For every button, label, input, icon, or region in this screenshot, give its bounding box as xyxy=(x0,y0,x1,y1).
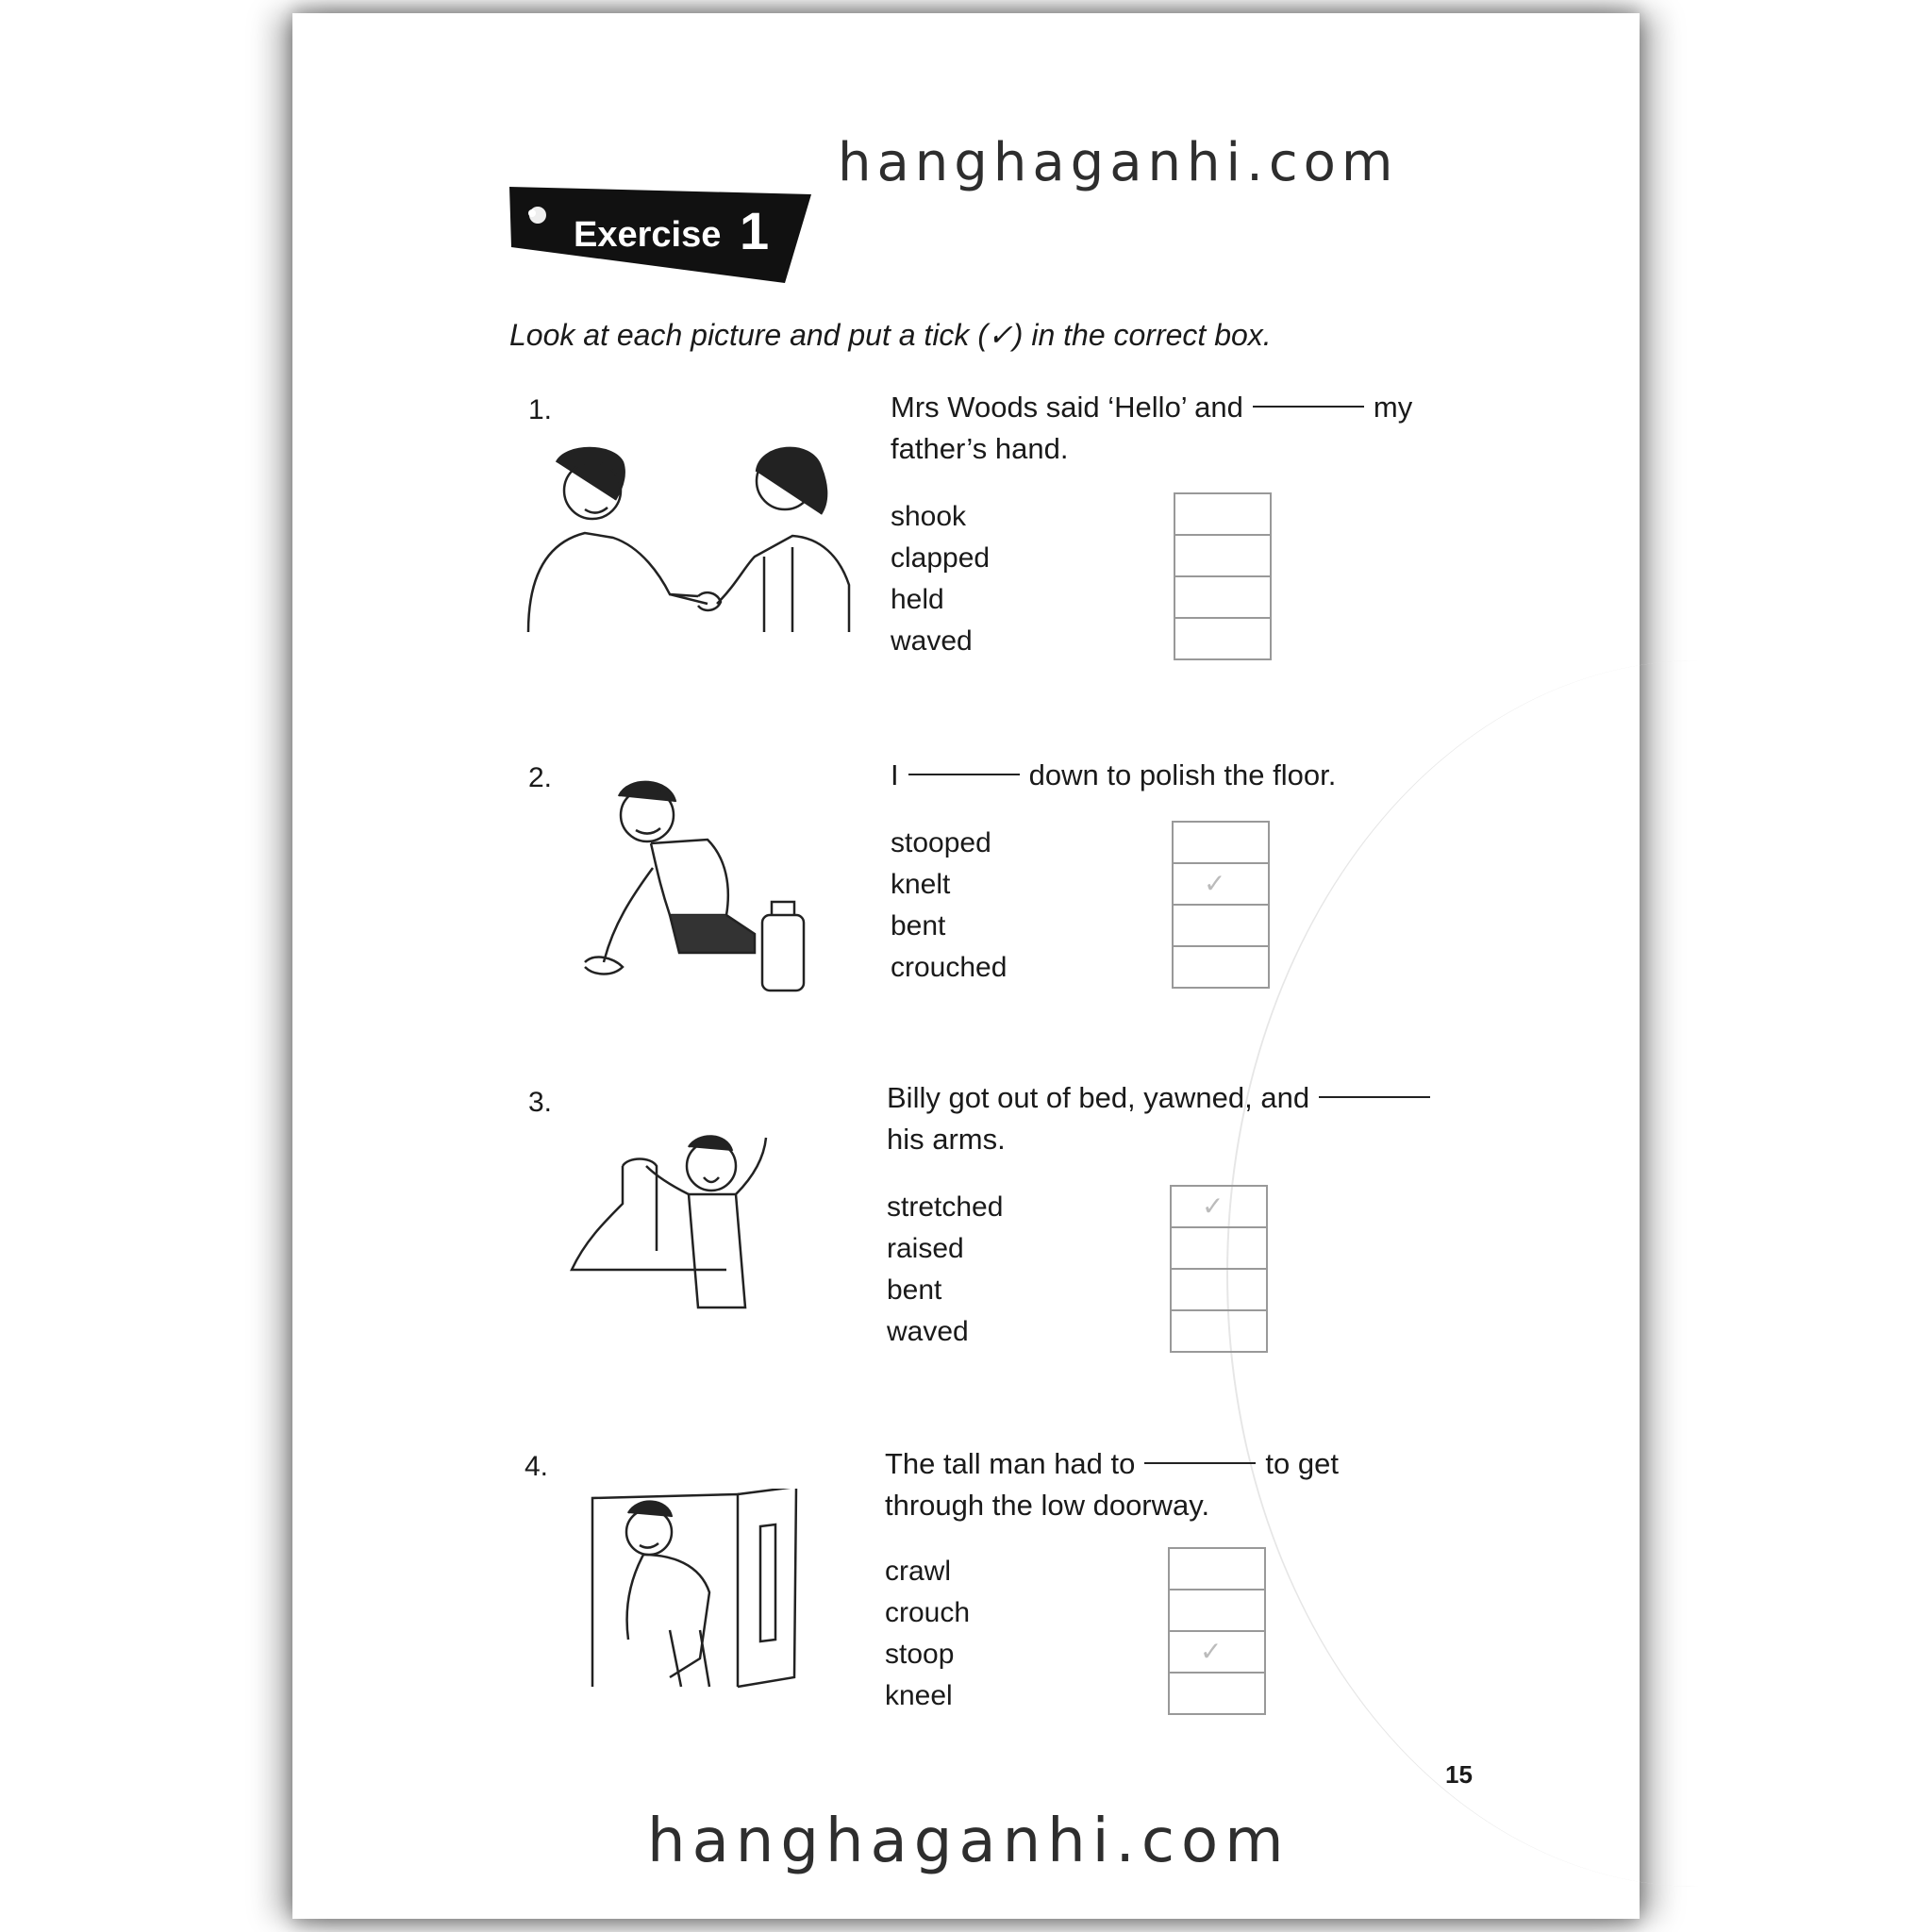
question-3-blank xyxy=(1319,1096,1430,1098)
question-3-boxes xyxy=(1170,1185,1268,1353)
boy-stretching-in-bed-illustration xyxy=(566,1119,821,1331)
question-1-box-1[interactable] xyxy=(1175,494,1270,536)
question-3-box-2[interactable] xyxy=(1172,1228,1266,1270)
exercise-label: Exercise xyxy=(574,215,722,255)
question-1-option-2: clapped xyxy=(891,542,991,574)
question-3-option-4: waved xyxy=(887,1316,969,1347)
question-2-boxes xyxy=(1172,821,1270,989)
question-1-box-3[interactable] xyxy=(1175,577,1270,619)
watermark-top: hanghaganhi.com xyxy=(838,132,1399,193)
question-2-box-3[interactable] xyxy=(1174,906,1268,947)
question-4-boxes xyxy=(1168,1547,1266,1715)
question-3-box-1[interactable] xyxy=(1172,1187,1266,1228)
question-1-option-1: shook xyxy=(891,501,967,532)
question-4-box-1[interactable] xyxy=(1170,1549,1264,1591)
question-1-line2: father’s hand. xyxy=(891,432,1069,465)
question-3-options xyxy=(887,1187,1003,1353)
page-number: 15 xyxy=(1445,1760,1473,1789)
question-4-option-1: crawl xyxy=(885,1556,952,1587)
question-2-option-1: stooped xyxy=(891,827,991,858)
question-4-box-3[interactable] xyxy=(1170,1632,1264,1674)
question-1-text-before: Mrs Woods said ‘Hello’ and xyxy=(891,391,1243,424)
question-2-text-after: down to polish the floor. xyxy=(1028,758,1337,791)
man-stooping-doorway-illustration xyxy=(587,1489,804,1701)
question-4-box-2[interactable] xyxy=(1170,1591,1264,1632)
question-1-text-after: my xyxy=(1373,391,1413,424)
question-4-options xyxy=(885,1551,970,1717)
exercise-banner xyxy=(509,187,813,289)
checkmark-icon: ✓ xyxy=(1200,1637,1223,1666)
question-2-box-1[interactable] xyxy=(1174,823,1268,864)
question-1-boxes xyxy=(1174,492,1272,660)
question-1-blank xyxy=(1253,406,1364,408)
question-2-number: 2. xyxy=(528,762,553,793)
checkmark-icon: ✓ xyxy=(1202,1191,1224,1221)
question-3-option-3: bent xyxy=(887,1274,942,1306)
question-1-option-3: held xyxy=(891,584,944,615)
question-4-blank xyxy=(1144,1462,1256,1464)
question-2-box-2[interactable] xyxy=(1174,864,1268,906)
question-3-line2: his arms. xyxy=(887,1123,1006,1156)
question-2-text-before: I xyxy=(891,758,899,791)
boy-kneeling-polishing-illustration xyxy=(566,774,821,1014)
question-2-sentence xyxy=(891,755,1494,796)
question-3-box-4[interactable] xyxy=(1172,1311,1266,1351)
question-2-option-4: crouched xyxy=(891,952,1008,983)
question-1-options xyxy=(891,496,990,662)
question-4-text-before: The tall man had to xyxy=(885,1447,1136,1480)
question-4-text-after: to get xyxy=(1265,1447,1339,1480)
question-2-options xyxy=(891,823,1007,989)
question-3-box-3[interactable] xyxy=(1172,1270,1266,1311)
question-3-sentence xyxy=(887,1077,1509,1160)
watermark-bottom: hanghaganhi.com xyxy=(647,1807,1291,1876)
question-1-sentence xyxy=(891,387,1494,470)
question-4-option-3: stoop xyxy=(885,1639,955,1670)
handshake-illustration xyxy=(509,434,868,646)
question-4-option-2: crouch xyxy=(885,1597,971,1628)
question-3-number: 3. xyxy=(528,1087,553,1118)
question-1-option-4: waved xyxy=(891,625,973,657)
question-1-number: 1. xyxy=(528,394,553,425)
question-4-box-4[interactable] xyxy=(1170,1674,1264,1713)
question-4-line2: through the low doorway. xyxy=(885,1489,1210,1522)
question-4-sentence xyxy=(885,1443,1489,1526)
question-2-box-4[interactable] xyxy=(1174,947,1268,987)
question-3-option-2: raised xyxy=(887,1233,964,1264)
question-1-box-2[interactable] xyxy=(1175,536,1270,577)
question-3-option-1: stretched xyxy=(887,1191,1004,1223)
question-4-option-4: kneel xyxy=(885,1680,953,1711)
checkmark-icon: ✓ xyxy=(1204,869,1226,898)
question-4-number: 4. xyxy=(525,1451,549,1482)
question-2-option-2: knelt xyxy=(891,869,951,900)
question-2-blank xyxy=(908,774,1020,775)
exercise-number: 1 xyxy=(740,201,770,260)
instruction-text: Look at each picture and put a tick (✓) in the correct box. xyxy=(509,318,1272,352)
question-2-option-3: bent xyxy=(891,910,946,941)
question-3-text-before: Billy got out of bed, yawned, and xyxy=(887,1081,1310,1114)
question-1-box-4[interactable] xyxy=(1175,619,1270,658)
